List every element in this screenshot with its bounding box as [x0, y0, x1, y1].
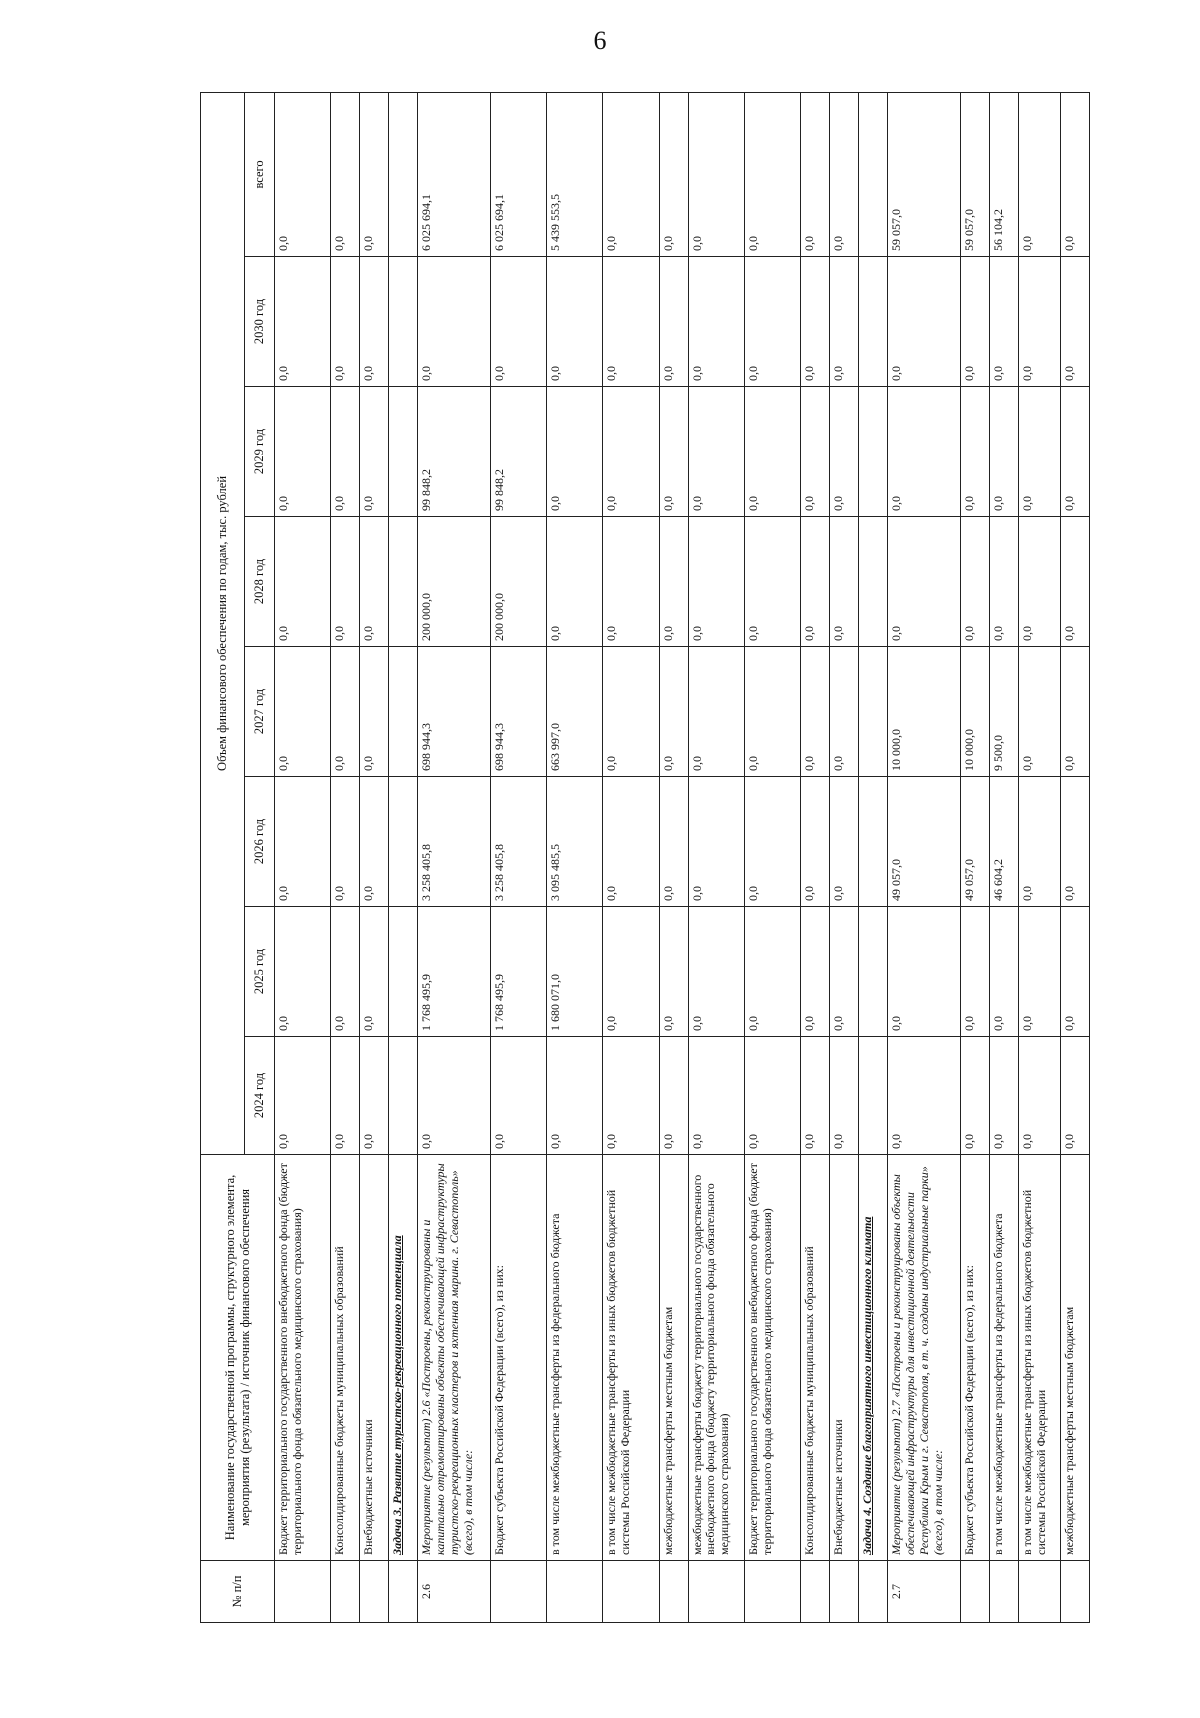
row-number	[800, 1561, 829, 1623]
row-name: Бюджет территориального государственного внебюджетного фонда (бюджет территориального фонда обязательного медицинского страхования)	[744, 1155, 800, 1561]
value-cell: 0,0	[547, 1037, 603, 1155]
value-cell: 698 944,3	[418, 647, 491, 777]
row-name: Бюджет субъекта Российской Федерации (всего), из них:	[960, 1155, 989, 1561]
value-cell: 0,0	[829, 92, 858, 256]
value-cell: 0,0	[688, 517, 744, 647]
value-cell: 0,0	[603, 257, 659, 387]
financing-table	[200, 92, 1090, 1623]
value-cell: 0,0	[491, 1037, 547, 1155]
table-row	[275, 92, 331, 1622]
value-cell: 0,0	[990, 907, 1019, 1037]
row-number	[744, 1561, 800, 1623]
value-cell: 0,0	[331, 777, 360, 907]
value-cell: 59 057,0	[960, 92, 989, 256]
value-cell: 0,0	[990, 257, 1019, 387]
value-cell: 1 768 495,9	[491, 907, 547, 1037]
value-cell: 0,0	[360, 1037, 389, 1155]
header-no: № п/п	[201, 1561, 275, 1623]
table-row	[659, 92, 688, 1622]
value-cell: 0,0	[800, 387, 829, 517]
value-cell: 0,0	[331, 517, 360, 647]
value-cell: 3 095 485,5	[547, 777, 603, 907]
value-cell: 0,0	[331, 257, 360, 387]
value-cell: 0,0	[659, 387, 688, 517]
value-cell: 46 604,2	[990, 777, 1019, 907]
value-cell: 0,0	[360, 387, 389, 517]
table-row	[603, 92, 659, 1622]
value-cell: 0,0	[1060, 907, 1089, 1037]
value-cell: 200 000,0	[491, 517, 547, 647]
value-cell: 0,0	[829, 257, 858, 387]
value-cell	[389, 647, 418, 777]
row-number: 2.6	[418, 1561, 491, 1623]
value-cell: 0,0	[603, 1037, 659, 1155]
table-row	[688, 92, 744, 1622]
table-body	[275, 92, 1090, 1622]
value-cell: 0,0	[418, 1037, 491, 1155]
value-cell: 0,0	[829, 517, 858, 647]
value-cell: 0,0	[331, 1037, 360, 1155]
value-cell: 0,0	[800, 647, 829, 777]
value-cell: 6 025 694,1	[418, 92, 491, 256]
value-cell: 0,0	[1060, 647, 1089, 777]
value-cell: 0,0	[275, 647, 331, 777]
row-number	[829, 1561, 858, 1623]
value-cell: 10 000,0	[960, 647, 989, 777]
row-name: Бюджет субъекта Российской Федерации (всего), из них:	[491, 1155, 547, 1561]
value-cell: 0,0	[1060, 257, 1089, 387]
value-cell: 0,0	[275, 907, 331, 1037]
value-cell: 0,0	[418, 257, 491, 387]
value-cell	[389, 907, 418, 1037]
value-cell: 0,0	[360, 777, 389, 907]
row-name: Консолидированные бюджеты муниципальных образований	[800, 1155, 829, 1561]
row-number	[990, 1561, 1019, 1623]
value-cell: 6 025 694,1	[491, 92, 547, 256]
table-row	[960, 92, 989, 1622]
value-cell: 0,0	[800, 257, 829, 387]
value-cell: 0,0	[659, 92, 688, 256]
value-cell: 0,0	[744, 1037, 800, 1155]
value-cell: 1 768 495,9	[418, 907, 491, 1037]
header-year: 2028 год	[245, 517, 275, 647]
value-cell: 0,0	[800, 1037, 829, 1155]
value-cell: 0,0	[744, 907, 800, 1037]
value-cell	[859, 777, 888, 907]
value-cell: 0,0	[659, 777, 688, 907]
value-cell: 0,0	[360, 92, 389, 256]
row-number	[1060, 1561, 1089, 1623]
value-cell: 0,0	[1019, 387, 1061, 517]
row-name: в том числе межбюджетные трансферты из федерального бюджета	[547, 1155, 603, 1561]
value-cell: 99 848,2	[491, 387, 547, 517]
value-cell: 1 680 071,0	[547, 907, 603, 1037]
value-cell: 0,0	[659, 257, 688, 387]
value-cell: 0,0	[829, 777, 858, 907]
value-cell	[859, 387, 888, 517]
row-name: межбюджетные трансферты местным бюджетам	[1060, 1155, 1089, 1561]
value-cell: 0,0	[744, 257, 800, 387]
value-cell	[389, 92, 418, 256]
row-number	[331, 1561, 360, 1623]
value-cell: 0,0	[744, 387, 800, 517]
row-name: Мероприятие (результат) 2.7 «Построены и реконструированы объекты обеспечивающей инфраструктуры для инвестиционной деятельности Республики Крым и г. Севастополя, в т. ч. созданы индустриальные парки» (всего), в том числе:	[888, 1155, 961, 1561]
value-cell: 0,0	[800, 907, 829, 1037]
table-row	[389, 92, 418, 1622]
row-number	[360, 1561, 389, 1623]
value-cell: 0,0	[1060, 517, 1089, 647]
value-cell	[859, 257, 888, 387]
value-cell: 0,0	[888, 517, 961, 647]
value-cell: 0,0	[688, 92, 744, 256]
value-cell: 0,0	[1060, 777, 1089, 907]
value-cell: 0,0	[275, 257, 331, 387]
value-cell: 0,0	[603, 647, 659, 777]
value-cell: 0,0	[800, 92, 829, 256]
row-name: Мероприятие (результат) 2.6 «Построены, реконструированы и капитально отремонтированы объекты обеспечивающей инфраструктуры туристско-рекреационных кластеров и яхтенная марина. г. Севастополь» (всего), в том числе:	[418, 1155, 491, 1561]
value-cell: 0,0	[275, 92, 331, 256]
value-cell: 0,0	[603, 92, 659, 256]
row-number	[491, 1561, 547, 1623]
value-cell	[389, 1037, 418, 1155]
value-cell: 0,0	[659, 517, 688, 647]
value-cell: 0,0	[659, 647, 688, 777]
value-cell: 0,0	[360, 517, 389, 647]
value-cell: 0,0	[688, 387, 744, 517]
value-cell: 0,0	[331, 907, 360, 1037]
value-cell	[859, 517, 888, 647]
header-year: 2030 год	[245, 257, 275, 387]
value-cell: 0,0	[960, 907, 989, 1037]
row-number	[659, 1561, 688, 1623]
table-row	[360, 92, 389, 1622]
value-cell: 0,0	[688, 257, 744, 387]
value-cell: 0,0	[603, 777, 659, 907]
row-number	[547, 1561, 603, 1623]
table-row	[1060, 92, 1089, 1622]
row-number	[603, 1561, 659, 1623]
value-cell	[859, 1037, 888, 1155]
value-cell	[859, 92, 888, 256]
table-row	[829, 92, 858, 1622]
value-cell: 0,0	[688, 647, 744, 777]
row-name: в том числе межбюджетные трансферты из федерального бюджета	[990, 1155, 1019, 1561]
header-name: Наименование государственной программы, структурного элемента, мероприятия (результата) / источник финансового обеспечения	[201, 1155, 275, 1561]
value-cell: 99 848,2	[418, 387, 491, 517]
value-cell: 0,0	[331, 647, 360, 777]
value-cell: 0,0	[603, 517, 659, 647]
row-name: Внебюджетные источники	[360, 1155, 389, 1561]
value-cell: 0,0	[829, 387, 858, 517]
rotated-table-container	[200, 93, 1090, 1623]
value-cell: 0,0	[1019, 647, 1061, 777]
table-row	[547, 92, 603, 1622]
table-row	[990, 92, 1019, 1622]
value-cell: 0,0	[688, 1037, 744, 1155]
row-number	[859, 1561, 888, 1623]
value-cell	[389, 777, 418, 907]
header-year: 2025 год	[245, 907, 275, 1037]
header-year: 2029 год	[245, 387, 275, 517]
value-cell: 0,0	[659, 1037, 688, 1155]
row-name: Бюджет территориального государственного внебюджетного фонда (бюджет территориального фонда обязательного медицинского страхования)	[275, 1155, 331, 1561]
value-cell: 0,0	[829, 647, 858, 777]
value-cell: 0,0	[888, 907, 961, 1037]
value-cell: 0,0	[1019, 517, 1061, 647]
value-cell: 698 944,3	[491, 647, 547, 777]
value-cell: 0,0	[360, 907, 389, 1037]
header-volume: Объем финансового обеспечения по годам, тыс. рублей	[201, 92, 245, 1154]
value-cell: 3 258 405,8	[418, 777, 491, 907]
value-cell: 0,0	[603, 907, 659, 1037]
value-cell: 56 104,2	[990, 92, 1019, 256]
header-year: всего	[245, 92, 275, 256]
value-cell: 0,0	[331, 387, 360, 517]
task-heading: Задача 4. Создание благоприятного инвестиционного климата	[859, 1155, 888, 1561]
value-cell: 0,0	[547, 517, 603, 647]
value-cell: 0,0	[275, 387, 331, 517]
value-cell: 0,0	[603, 387, 659, 517]
value-cell: 0,0	[1019, 777, 1061, 907]
value-cell	[859, 647, 888, 777]
value-cell: 0,0	[547, 387, 603, 517]
value-cell: 0,0	[990, 387, 1019, 517]
value-cell: 0,0	[960, 387, 989, 517]
table-row	[1019, 92, 1061, 1622]
value-cell: 9 500,0	[990, 647, 1019, 777]
value-cell: 49 057,0	[888, 777, 961, 907]
value-cell: 0,0	[990, 1037, 1019, 1155]
value-cell: 0,0	[888, 387, 961, 517]
value-cell: 0,0	[744, 92, 800, 256]
row-number: 2.7	[888, 1561, 961, 1623]
value-cell: 0,0	[360, 257, 389, 387]
value-cell: 0,0	[744, 517, 800, 647]
value-cell: 0,0	[960, 257, 989, 387]
value-cell: 0,0	[960, 517, 989, 647]
value-cell: 663 997,0	[547, 647, 603, 777]
row-number	[1019, 1561, 1061, 1623]
row-number	[688, 1561, 744, 1623]
value-cell	[389, 387, 418, 517]
row-name: в том числе межбюджетные трансферты из иных бюджетов бюджетной системы Российской Федерации	[1019, 1155, 1061, 1561]
value-cell: 0,0	[1060, 92, 1089, 256]
value-cell: 0,0	[888, 257, 961, 387]
value-cell: 0,0	[829, 1037, 858, 1155]
value-cell: 0,0	[800, 517, 829, 647]
value-cell: 0,0	[275, 517, 331, 647]
table-row	[888, 92, 961, 1622]
row-number	[275, 1561, 331, 1623]
value-cell	[389, 517, 418, 647]
value-cell: 59 057,0	[888, 92, 961, 256]
value-cell: 0,0	[491, 257, 547, 387]
value-cell: 0,0	[960, 1037, 989, 1155]
row-name: Консолидированные бюджеты муниципальных образований	[331, 1155, 360, 1561]
table-row	[800, 92, 829, 1622]
value-cell: 0,0	[744, 647, 800, 777]
value-cell: 0,0	[1019, 92, 1061, 256]
table-row	[744, 92, 800, 1622]
value-cell: 0,0	[659, 907, 688, 1037]
value-cell: 0,0	[547, 257, 603, 387]
value-cell: 0,0	[1019, 1037, 1061, 1155]
row-name: межбюджетные трансферты местным бюджетам	[659, 1155, 688, 1561]
value-cell: 0,0	[1019, 257, 1061, 387]
row-name: в том числе межбюджетные трансферты из иных бюджетов бюджетной системы Российской Федерации	[603, 1155, 659, 1561]
value-cell: 49 057,0	[960, 777, 989, 907]
page-number: 6	[593, 26, 607, 55]
value-cell: 0,0	[688, 777, 744, 907]
row-number	[389, 1561, 418, 1623]
value-cell: 10 000,0	[888, 647, 961, 777]
value-cell: 5 439 553,5	[547, 92, 603, 256]
value-cell: 0,0	[990, 517, 1019, 647]
row-name: Внебюджетные источники	[829, 1155, 858, 1561]
value-cell	[389, 257, 418, 387]
value-cell: 3 258 405,8	[491, 777, 547, 907]
value-cell: 0,0	[1060, 1037, 1089, 1155]
table-row	[331, 92, 360, 1622]
value-cell: 0,0	[275, 777, 331, 907]
value-cell: 0,0	[744, 777, 800, 907]
value-cell: 0,0	[360, 647, 389, 777]
value-cell: 0,0	[688, 907, 744, 1037]
row-name: межбюджетные трансферты бюджету территориального государственного внебюджетного фонда (бюджету территориального фонда обязательного медицинского страхования)	[688, 1155, 744, 1561]
header-year: 2024 год	[245, 1037, 275, 1155]
value-cell: 0,0	[1019, 907, 1061, 1037]
value-cell: 0,0	[800, 777, 829, 907]
value-cell: 0,0	[888, 1037, 961, 1155]
task-heading: Задача 3. Развитие туристско-рекреационного потенциала	[389, 1155, 418, 1561]
value-cell: 0,0	[1060, 387, 1089, 517]
table-row	[491, 92, 547, 1622]
table-header	[201, 92, 275, 1622]
value-cell: 0,0	[829, 907, 858, 1037]
value-cell: 0,0	[275, 1037, 331, 1155]
value-cell: 0,0	[331, 92, 360, 256]
value-cell: 200 000,0	[418, 517, 491, 647]
table-row	[418, 92, 491, 1622]
table-row	[859, 92, 888, 1622]
value-cell	[859, 907, 888, 1037]
header-year: 2026 год	[245, 777, 275, 907]
row-number	[960, 1561, 989, 1623]
header-year: 2027 год	[245, 647, 275, 777]
